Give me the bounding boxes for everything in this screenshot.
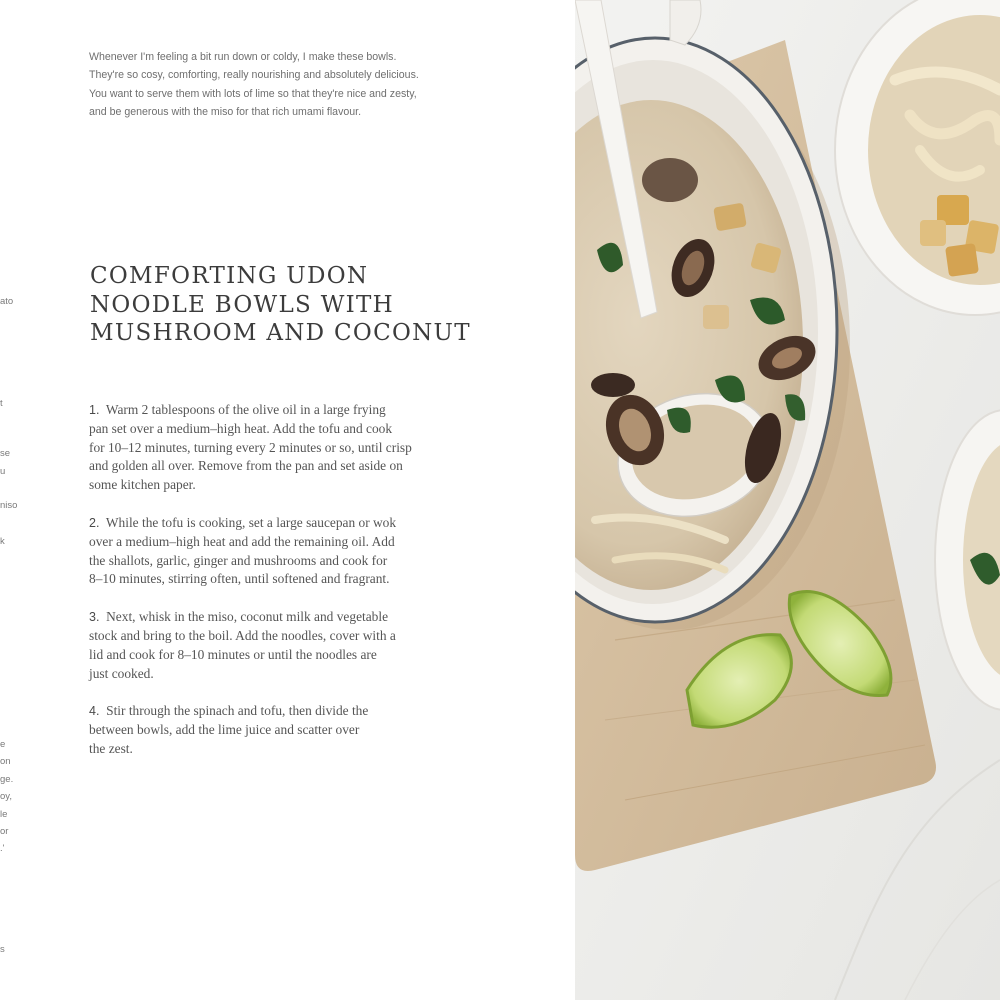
adjacent-page-fragment: on: [0, 756, 11, 767]
step-line: for 10–12 minutes, turning every 2 minutes or so, until crisp: [89, 439, 412, 455]
adjacent-page-fragment: oy,: [0, 791, 12, 802]
method-step-4: [89, 702, 464, 758]
adjacent-page-fragment: s: [0, 944, 5, 955]
step-number: 3.: [89, 610, 100, 625]
mushroom: [591, 373, 635, 397]
recipe-title: [90, 262, 510, 348]
intro-line: You want to serve them with lots of lime so that they're nice and zesty,: [89, 87, 417, 100]
tofu-cube: [945, 243, 979, 277]
adjacent-page-fragment: .': [0, 843, 5, 854]
mushroom: [642, 158, 698, 202]
step-line: lid and cook for 8–10 minutes or until the noodles are: [89, 646, 377, 662]
intro-line: and be generous with the miso for that rich umami flavour.: [89, 105, 362, 118]
method-step-3: [89, 608, 464, 683]
adjacent-page-fragment: niso: [0, 500, 18, 511]
adjacent-page-fragment: or: [0, 826, 9, 837]
udon-soup-photo: [575, 0, 1000, 1000]
tofu-cube: [920, 220, 946, 246]
adjacent-page-fragment: se: [0, 448, 11, 459]
adjacent-page-fragment: t: [0, 398, 3, 409]
step-line: over a medium–high heat and add the remaining oil. Add: [89, 533, 395, 549]
adjacent-page-fragment: u: [0, 466, 6, 477]
tofu-cube: [703, 305, 729, 329]
method-step-2: [89, 514, 464, 589]
step-line: pan set over a medium–high heat. Add the tofu and cook: [89, 420, 393, 436]
title-line: NOODLE BOWLS WITH: [90, 291, 395, 318]
step-line: the shallots, garlic, ginger and mushrooms and cook for: [89, 552, 388, 568]
adjacent-page-fragment: ato: [0, 296, 14, 307]
step-line: Warm 2 tablespoons of the olive oil in a large frying: [105, 402, 386, 417]
adjacent-page-fragment: ge.: [0, 774, 14, 785]
step-number: 4.: [89, 704, 100, 719]
recipe-intro: [89, 48, 461, 121]
adjacent-page-fragment: k: [0, 536, 5, 547]
step-line: some kitchen paper.: [89, 477, 196, 493]
method-steps: [89, 401, 464, 778]
intro-line: They're so cosy, comforting, really nourishing and absolutely delicious.: [89, 69, 419, 82]
step-number: 1.: [89, 403, 100, 417]
method-step-1: [89, 401, 464, 495]
step-line: 8–10 minutes, stirring often, until softened and fragrant.: [89, 571, 390, 587]
step-line: Stir through the spinach and tofu, then divide the: [106, 703, 369, 719]
step-number: 2.: [89, 515, 100, 530]
step-line: between bowls, add the lime juice and scatter over: [89, 722, 360, 738]
adjacent-page-fragment: le: [0, 809, 8, 820]
adjacent-page-fragment: e: [0, 739, 6, 750]
title-line: COMFORTING UDON: [90, 263, 369, 289]
title-line: MUSHROOM AND COCONUT: [90, 320, 471, 347]
step-line: Next, whisk in the miso, coconut milk and vegetable: [106, 609, 389, 625]
step-line: just cooked.: [89, 665, 154, 681]
recipe-photo: [575, 0, 1000, 1000]
tofu-cube: [713, 203, 747, 232]
step-line: stock and bring to the boil. Add the noodles, cover with a: [89, 627, 396, 643]
step-line: the zest.: [89, 740, 133, 756]
intro-line: Whenever I'm feeling a bit run down or coldy, I make these bowls.: [89, 51, 397, 63]
step-line: and golden all over. Remove from the pan and set aside on: [89, 458, 403, 474]
step-line: While the tofu is cooking, set a large saucepan or wok: [105, 514, 397, 530]
